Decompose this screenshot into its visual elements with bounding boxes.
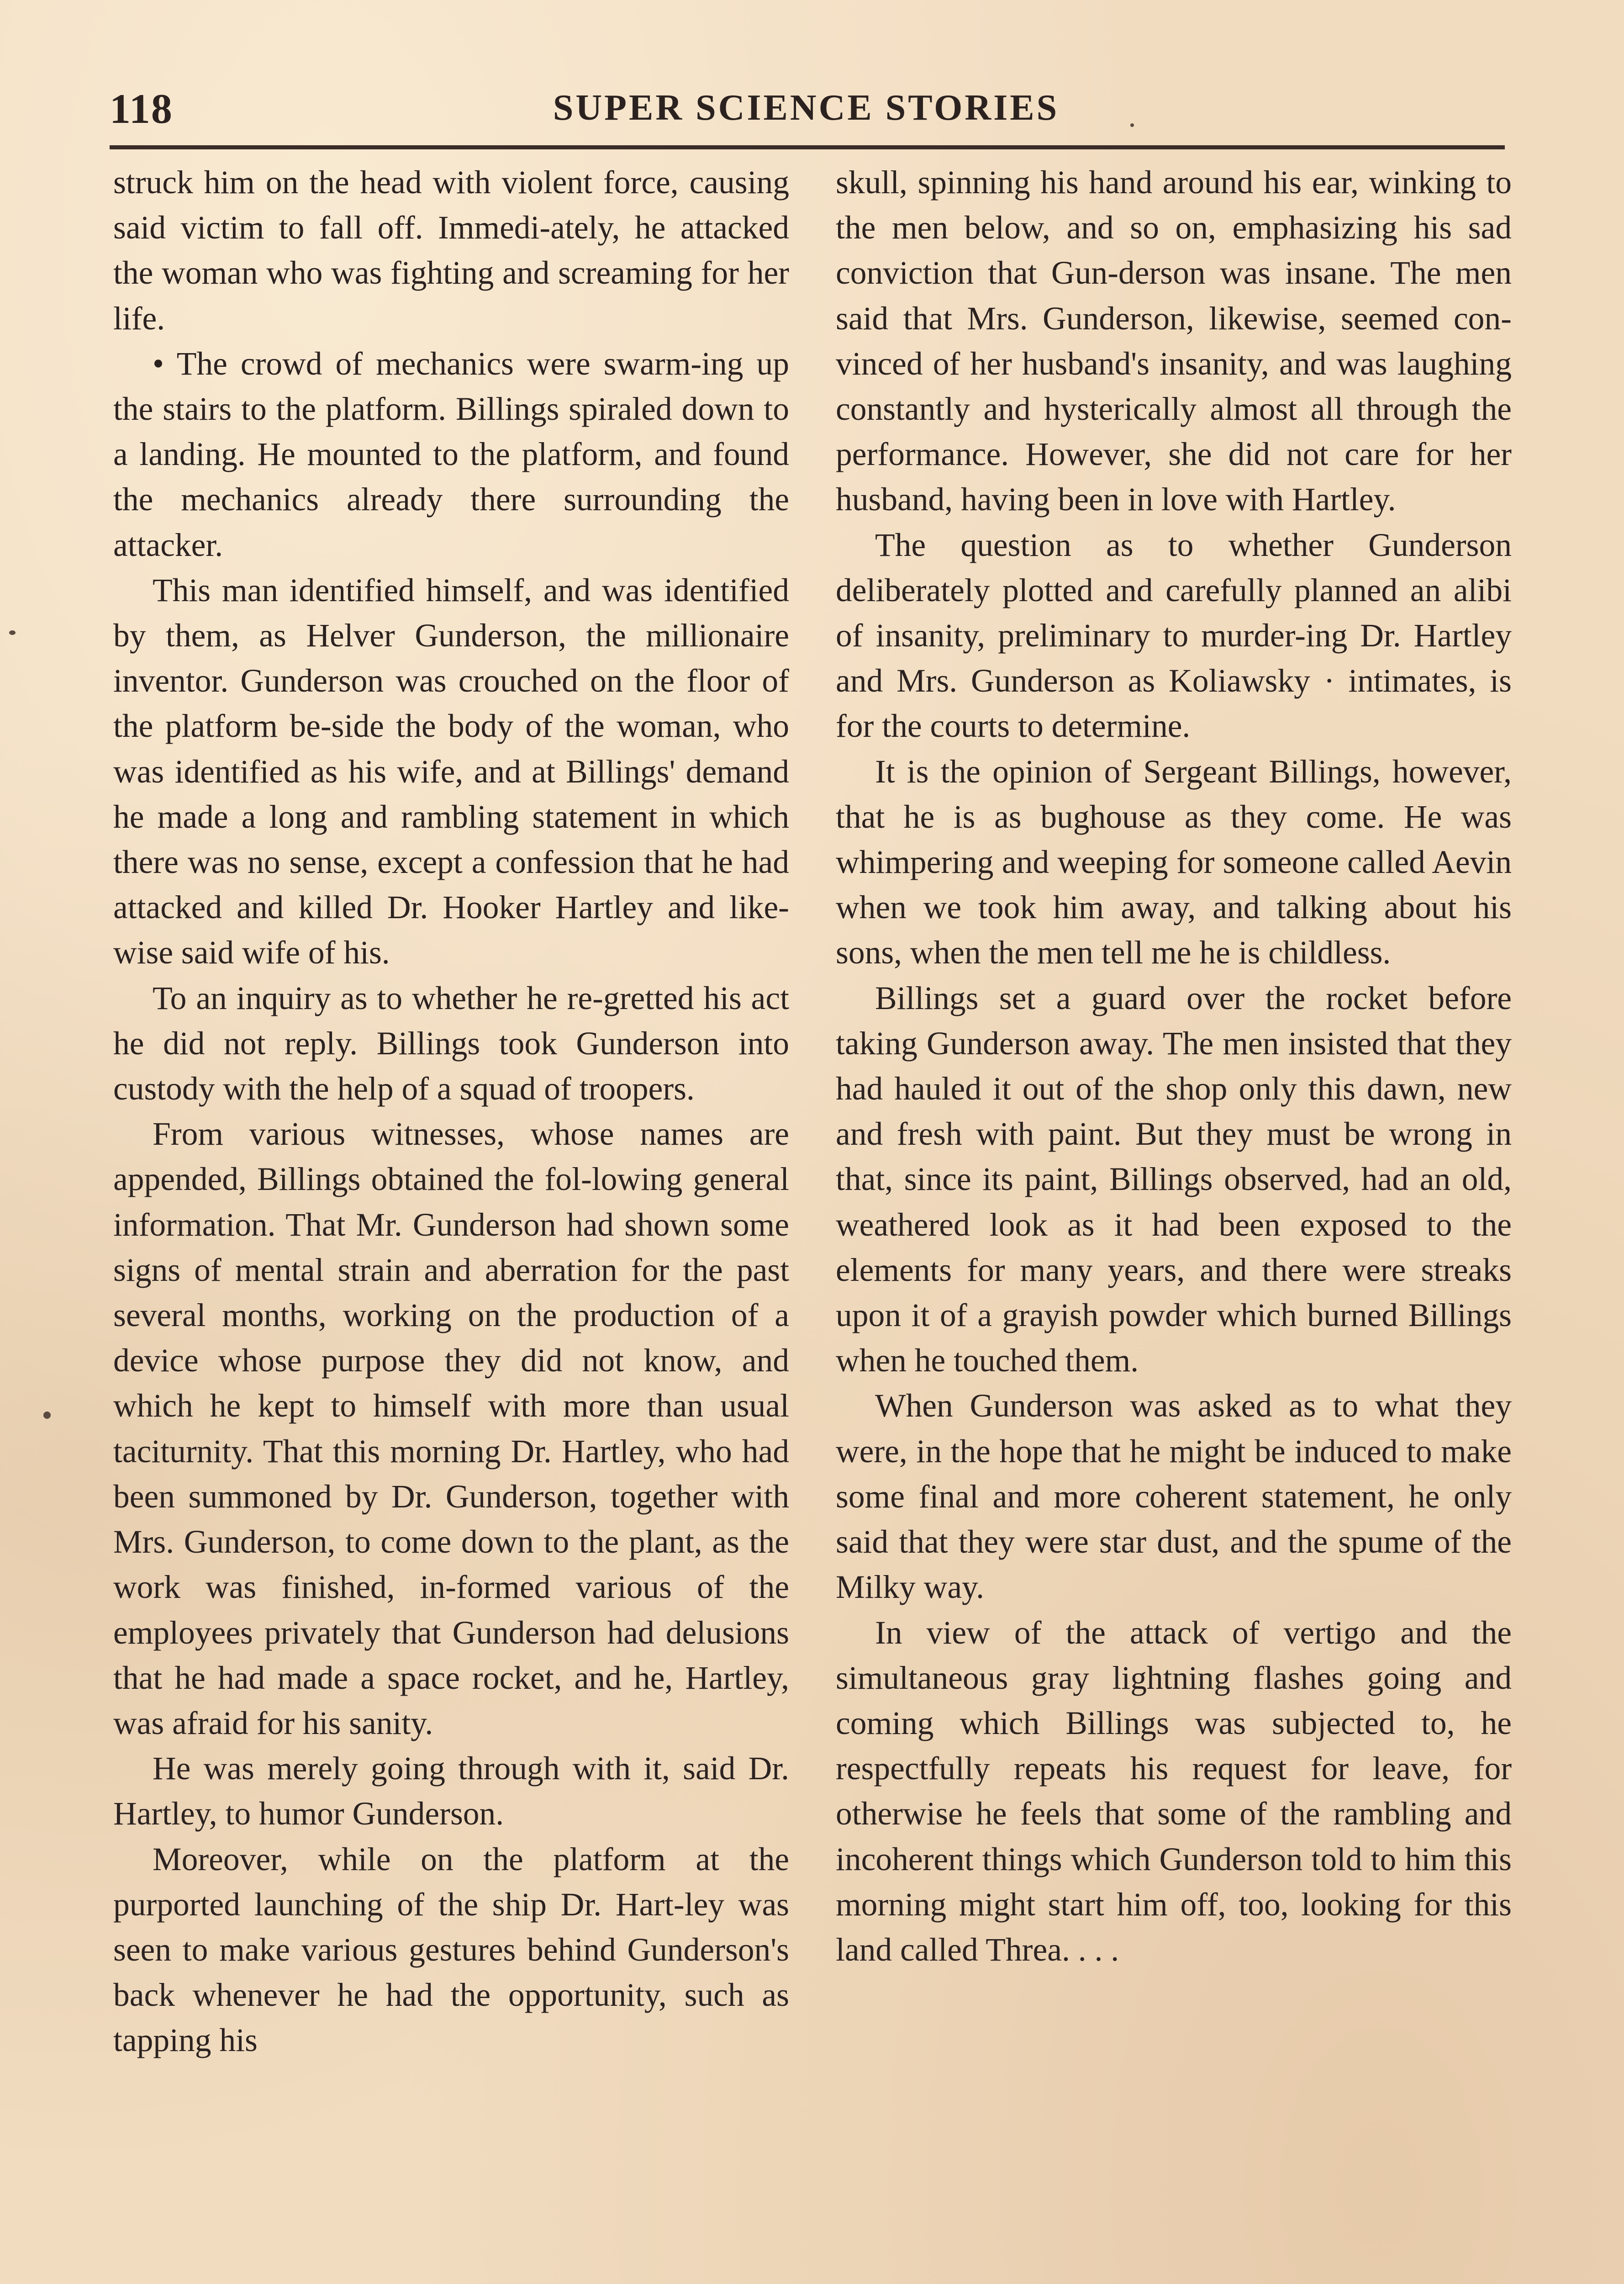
paragraph: The question as to whether Gunderson deliberately plotted and carefully planned an alibi of insanity, preliminary to murder-ing Dr. Hartley and Mrs. Gunderson as Koliawsky · intimates, is for the courts to determine.: [836, 527, 1512, 745]
paragraph: • The crowd of mechanics were swarm-ing up the stairs to the platform. Billings spiraled down to a landing. He mounted to the platform, and found the mechanics already there surrounding the attacker.: [113, 345, 789, 563]
page-number: 118: [110, 85, 173, 132]
right-column: [836, 160, 1512, 1972]
paragraph: When Gunderson was asked as to what they were, in the hope that he might be induced to make some final and more coherent statement, he only said that they were star dust, and the spume of the Milky way.: [836, 1388, 1512, 1606]
paragraph: It is the opinion of Sergeant Billings, however, that he is as bughouse as they come. He was whimpering and weeping for someone called Aevin when we took him away, and talking about his sons, when the men tell me he is childless.: [836, 753, 1512, 971]
paragraph: struck him on the head with violent force, causing said victim to fall off. Immedi-ately, he attacked the woman who was fighting and screaming for her life.: [113, 164, 789, 337]
paragraph: Moreover, while on the platform at the purported launching of the ship Dr. Hart-ley was seen to make various gestures behind Gunderson's back whenever he had the opportunity, such as tapping his: [113, 1841, 789, 2059]
header-rule: [110, 145, 1505, 149]
paper-speck: [1130, 123, 1134, 127]
paragraph: In view of the attack of vertigo and the simultaneous gray lightning flashes going and coming which Billings was subjected to, he respectfully repeats his request for leave, for otherwise he feels that some of the rambling and incoherent things which Gunderson told to him this morning might start him off, too, looking for this land called Threa. . . .: [836, 1614, 1512, 1968]
paragraph: He was merely going through with it, said Dr. Hartley, to humor Gunderson.: [113, 1750, 789, 1832]
paragraph: From various witnesses, whose names are appended, Billings obtained the fol-lowing general information. That Mr. Gunderson had shown some signs of mental strain and aberration for the past several months, working on the production of a device whose purpose they did not know, and which he kept to himself with more than usual taciturnity. That this morning Dr. Hartley, who had been summoned by Dr. Gunderson, together with Mrs. Gunderson, to come down to the plant, as the work was finished, in-formed various of the employees privately that Gunderson had delusions that he had made a space rocket, and he, Hartley, was afraid for his sanity.: [113, 1116, 789, 1741]
paragraph: This man identified himself, and was identified by them, as Helver Gunderson, the millionaire inventor. Gunderson was crouched on the floor of the platform be-side the body of the woman, who was identified as his wife, and at Billings' demand he made a long and rambling statement in which there was no sense, except a confession that he had attacked and killed Dr. Hooker Hartley and like-wise said wife of his.: [113, 572, 789, 971]
running-title: SUPER SCIENCE STORIES: [553, 88, 1060, 128]
paper-speck: [43, 1412, 51, 1419]
page-header: [110, 85, 1503, 153]
left-column: [113, 160, 789, 2063]
paper-speck: [9, 630, 16, 635]
paragraph: Billings set a guard over the rocket before taking Gunderson away. The men insisted that they had hauled it out of the shop only this dawn, new and fresh with paint. But they must be wrong in that, since its paint, Billings observed, had an old, weathered look as it had been exposed to the elements for many years, and there were streaks upon it of a grayish powder which burned Billings when he touched them.: [836, 980, 1512, 1379]
paragraph: skull, spinning his hand around his ear, winking to the men below, and so on, emphasizing his sad conviction that Gun-derson was insane. The men said that Mrs. Gunderson, likewise, seemed con-vinced of her husband's insanity, and was laughing constantly and hysterically almost all through the performance. However, she did not care for her husband, having been in love with Hartley.: [836, 164, 1512, 518]
paragraph: To an inquiry as to whether he re-gretted his act he did not reply. Billings took Gunderson into custody with the help of a squad of troopers.: [113, 980, 789, 1107]
